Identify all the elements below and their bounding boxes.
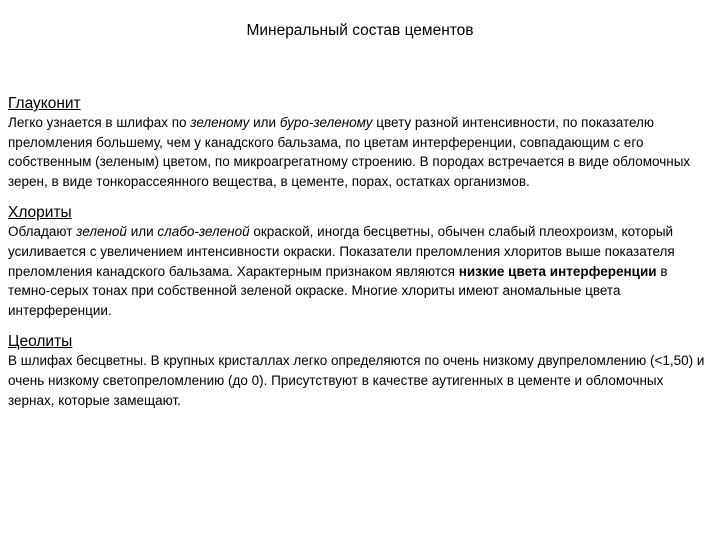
content-body bbox=[8, 95, 708, 410]
section-text-glauconite bbox=[8, 113, 708, 191]
section-heading-glauconite: Глауконит bbox=[8, 95, 81, 112]
section-glauconite bbox=[8, 95, 708, 191]
section-zeolites bbox=[8, 333, 708, 410]
text-run: цвету разной интенсивности, по показателю преломления большему, чем у канадского бальзама, по цветам интерференции, совпадающим с его собственным (зеленым) цветом, по микроагрегатному строению. В породах встречается в виде обломочных зерен, в виде тонкорассеянного вещества, в цементе, порах, остатках организмов. bbox=[8, 115, 691, 189]
italic-term: слабо-зеленой bbox=[157, 224, 250, 240]
italic-term: зеленому bbox=[190, 115, 250, 130]
section-text-chlorites bbox=[8, 222, 708, 320]
section-chlorites bbox=[8, 204, 708, 320]
section-heading-chlorites: Хлориты bbox=[8, 204, 72, 222]
section-text-zeolites: В шлифах бесцветны. В крупных кристаллах легко определяются по очень низкому двупреломлению (<1,50) и очень низкому светопреломлению (до 0). Присутствуют в качестве аутигенных в цементе и обломочных зернах, которые замещают. bbox=[8, 353, 705, 408]
text-run: или bbox=[249, 115, 280, 130]
text-run: или bbox=[126, 224, 158, 240]
text-run: Обладают bbox=[8, 224, 77, 240]
italic-term: буро-зеленому bbox=[279, 115, 373, 130]
text-run: Легко узнается в шлифах по bbox=[8, 115, 191, 130]
bold-term: низкие цвета интерференции bbox=[458, 263, 657, 279]
slide-title: Минеральный состав цементов bbox=[246, 22, 474, 39]
text-run: окраской, иногда бесцветны, обычен слабый плеохроизм, который усиливается с увеличением интенсивности окраски. Показатели преломления хлоритов выше показателя преломления канадского бальзама. Характерным признаком являются bbox=[8, 224, 675, 279]
section-heading-zeolites: Цеолиты bbox=[8, 333, 73, 351]
italic-term: зеленой bbox=[76, 224, 127, 240]
text-run: в темно-серых тонах при собственной зеленой окраске. Многие хлориты имеют аномальные цвета интерференции. bbox=[8, 263, 668, 318]
